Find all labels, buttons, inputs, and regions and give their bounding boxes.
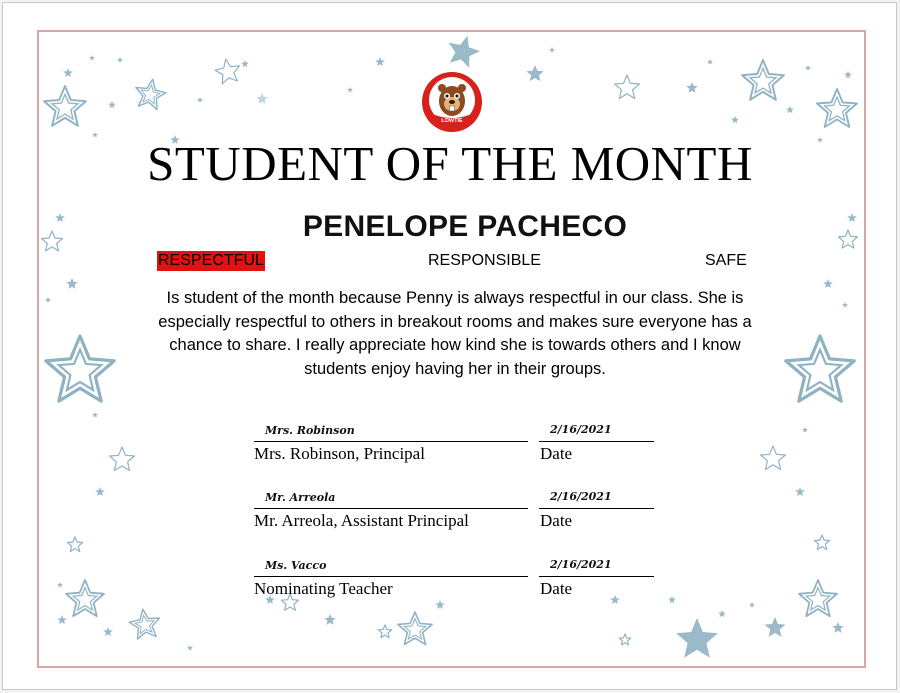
star-icon (136, 79, 166, 109)
star-icon (817, 89, 857, 127)
signature-principal: Mrs. Robinson (265, 424, 355, 437)
star-icon (398, 612, 432, 645)
star-icon (44, 86, 86, 126)
date-label: Date (540, 444, 573, 463)
star-icon (707, 59, 713, 64)
star-icon (241, 60, 249, 67)
star-icon (57, 615, 67, 624)
certificate-title: STUDENT OF THE MONTH (147, 136, 753, 191)
trait-safe: SAFE (705, 252, 747, 269)
signature-assistant-principal: Mr. Arreola (265, 491, 336, 504)
star-icon (95, 487, 105, 496)
date-line (539, 576, 654, 577)
star-icon (686, 82, 697, 93)
date-label: Date (540, 511, 573, 530)
date-line (539, 508, 654, 509)
star-icon (731, 116, 739, 123)
star-icon (786, 106, 794, 113)
star-icon (814, 535, 829, 550)
date-label: Date (540, 579, 573, 598)
star-icon (197, 97, 203, 102)
signer-label-principal: Mrs. Robinson, Principal (254, 444, 425, 463)
star-icon (103, 627, 113, 636)
star-icon (795, 487, 805, 496)
star-icon (761, 446, 786, 470)
star-icon (610, 595, 620, 604)
trait-respectful: RESPECTFUL (158, 252, 264, 269)
star-icon (45, 297, 51, 302)
signature-line (254, 441, 528, 442)
star-icon (842, 302, 848, 307)
signer-label-assistant-principal: Mr. Arreola, Assistant Principal (254, 511, 469, 530)
star-icon (110, 447, 135, 471)
star-icon (799, 580, 837, 616)
star-icon (802, 427, 808, 432)
star-icon (67, 537, 82, 552)
star-icon (66, 580, 104, 616)
star-icon (117, 57, 123, 62)
star-icon (63, 68, 73, 77)
signature-date-1: 2/16/2021 (550, 423, 612, 436)
star-icon (57, 582, 63, 587)
signature-teacher: Ms. Vacco (265, 559, 327, 572)
signature-date-2: 2/16/2021 (550, 490, 612, 503)
signature-line (254, 508, 528, 509)
star-icon (549, 47, 555, 52)
star-icon (526, 65, 543, 81)
star-icon (668, 596, 676, 603)
star-icon (823, 279, 833, 288)
star-icon (324, 614, 335, 625)
star-icon (742, 60, 784, 100)
star-icon (615, 75, 640, 99)
star-icon (378, 625, 391, 638)
star-icon (805, 65, 811, 70)
star-icon (66, 278, 77, 289)
star-icon (449, 36, 480, 68)
star-icon (749, 602, 755, 607)
star-icon (718, 610, 726, 617)
star-icon (46, 336, 114, 401)
star-icon (832, 622, 843, 633)
star-icon (108, 101, 116, 108)
star-icon (215, 59, 239, 83)
star-icon (347, 87, 353, 92)
star-icon (765, 617, 786, 637)
beaver-logo (421, 71, 483, 133)
star-icon (129, 609, 159, 639)
star-icon (375, 57, 385, 66)
star-icon (187, 645, 193, 650)
star-icon (435, 600, 445, 609)
star-icon (844, 71, 852, 78)
signature-line (254, 576, 528, 577)
star-icon (256, 93, 267, 104)
student-name: PENELOPE PACHECO (302, 210, 628, 243)
star-icon (619, 634, 630, 645)
trait-responsible: RESPONSIBLE (428, 252, 541, 269)
date-line (539, 441, 654, 442)
certificate-description: Is student of the month because Penny is always respectful in our class. She is especially respectful to others in breakout rooms and makes sure everyone has a chance to share. I really appreciate how kind she is towards others and I know students enjoy having her in their groups. (158, 289, 752, 378)
star-icon (92, 412, 98, 417)
signer-label-teacher: Nominating Teacher (254, 579, 393, 598)
star-icon (89, 55, 95, 60)
star-icon (786, 336, 854, 401)
signature-date-3: 2/16/2021 (550, 558, 612, 571)
star-icon (676, 618, 718, 658)
logo-text: LOWTIE (441, 118, 463, 124)
